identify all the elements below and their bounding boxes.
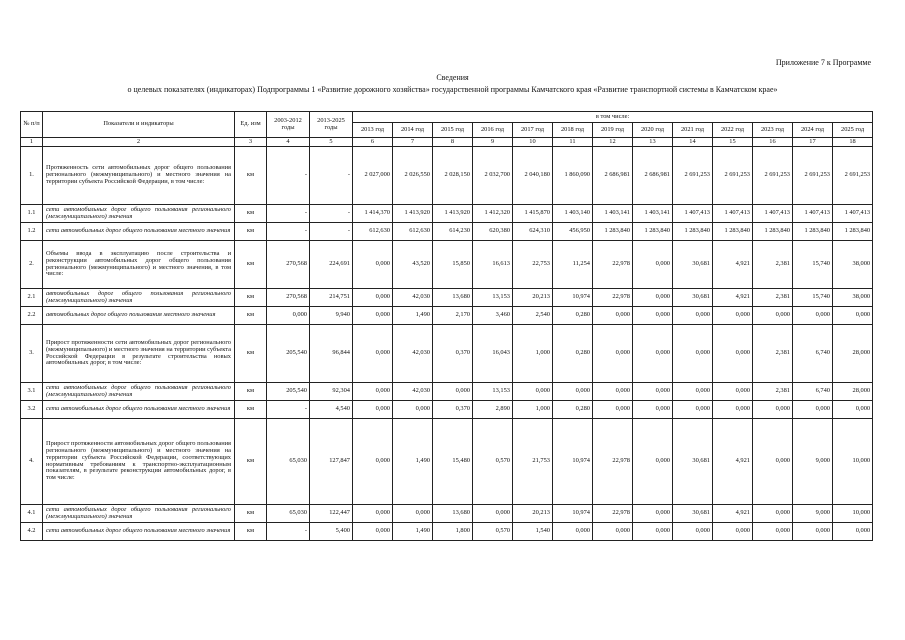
year-value-cell: 0,000 — [753, 401, 793, 419]
year-value-cell: 0,000 — [473, 505, 513, 523]
year-value-cell: 0,000 — [513, 383, 553, 401]
year-value-cell: 0,370 — [433, 401, 473, 419]
period-2003-2012-cell: 270,568 — [267, 241, 310, 289]
indicator-name: Протяженность сети автомобильных дорог общего пользования регионального (межмуниципального) и местного значения на территории субъекта Российской Федерации, в том числе: — [43, 147, 235, 205]
year-value-cell: 0,000 — [673, 307, 713, 325]
table-row — [21, 307, 873, 325]
year-value-cell: 0,000 — [833, 307, 873, 325]
year-value-cell: 0,000 — [353, 307, 393, 325]
year-value-cell: 0,000 — [673, 523, 713, 541]
table-row — [21, 505, 873, 523]
header-period-1: 2003-2012 годы — [267, 112, 310, 138]
unit-cell: км — [235, 307, 267, 325]
year-value-cell: 11,254 — [553, 241, 593, 289]
year-value-cell: 0,000 — [353, 325, 393, 383]
header-unit: Ед. изм — [235, 112, 267, 138]
indicator-name: Прирост протяженности сети автомобильных дорог регионального (межмуниципального) и местного значения на территории субъекта Российской Федерации в результате строительства новых автомобильных дорог, в том числе: — [43, 325, 235, 383]
year-value-cell: 1,000 — [513, 401, 553, 419]
table-row — [21, 223, 873, 241]
year-value-cell: 0,000 — [353, 383, 393, 401]
year-value-cell: 15,850 — [433, 241, 473, 289]
year-value-cell: 1 283,840 — [793, 223, 833, 241]
year-value-cell: 0,000 — [353, 523, 393, 541]
row-number: 2.2 — [21, 307, 43, 325]
period-2013-2025-cell: - — [310, 205, 353, 223]
year-value-cell: 15,740 — [793, 241, 833, 289]
column-number: 18 — [833, 138, 873, 147]
year-value-cell: 2,540 — [513, 307, 553, 325]
year-value-cell: 0,000 — [753, 307, 793, 325]
period-2003-2012-cell: - — [267, 223, 310, 241]
header-year: 2018 год — [553, 123, 593, 138]
year-value-cell: 20,213 — [513, 289, 553, 307]
period-2013-2025-cell: 5,400 — [310, 523, 353, 541]
table-row — [21, 289, 873, 307]
year-value-cell: 10,000 — [833, 419, 873, 505]
year-value-cell: 2 026,550 — [393, 147, 433, 205]
year-value-cell: 15,740 — [793, 289, 833, 307]
year-value-cell: 0,000 — [713, 523, 753, 541]
year-value-cell: 22,978 — [593, 289, 633, 307]
year-value-cell: 2,381 — [753, 289, 793, 307]
year-value-cell: 13,680 — [433, 505, 473, 523]
table-row — [21, 401, 873, 419]
row-number: 1.1 — [21, 205, 43, 223]
year-value-cell: 1 412,320 — [473, 205, 513, 223]
year-value-cell: 4,921 — [713, 241, 753, 289]
year-value-cell: 2 691,253 — [713, 147, 753, 205]
row-number: 3. — [21, 325, 43, 383]
table-row — [21, 241, 873, 289]
indicator-name: сети автомобильных дорог общего пользования регионального (межмуниципального) значения — [43, 205, 235, 223]
year-value-cell: 0,000 — [633, 307, 673, 325]
column-number: 12 — [593, 138, 633, 147]
header-year: 2022 год — [713, 123, 753, 138]
period-2003-2012-cell: 65,030 — [267, 505, 310, 523]
column-number: 14 — [673, 138, 713, 147]
year-value-cell: 0,000 — [833, 523, 873, 541]
year-value-cell: 0,000 — [633, 241, 673, 289]
indicators-table — [20, 111, 873, 541]
year-value-cell: 1 403,141 — [593, 205, 633, 223]
year-value-cell: 0,000 — [633, 325, 673, 383]
column-number: 3 — [235, 138, 267, 147]
year-value-cell: 0,000 — [713, 307, 753, 325]
year-value-cell: 16,043 — [473, 325, 513, 383]
header-year: 2013 год — [353, 123, 393, 138]
unit-cell: км — [235, 223, 267, 241]
year-value-cell: 0,000 — [673, 325, 713, 383]
year-value-cell: 0,000 — [393, 505, 433, 523]
year-value-cell: 0,000 — [633, 289, 673, 307]
year-value-cell: 0,000 — [753, 505, 793, 523]
period-2013-2025-cell: 96,844 — [310, 325, 353, 383]
year-value-cell: 2 028,150 — [433, 147, 473, 205]
year-value-cell: 10,974 — [553, 505, 593, 523]
year-value-cell: 1 403,141 — [633, 205, 673, 223]
year-value-cell: 1,540 — [513, 523, 553, 541]
period-2013-2025-cell: - — [310, 223, 353, 241]
header-year: 2025 год — [833, 123, 873, 138]
year-value-cell: 456,950 — [553, 223, 593, 241]
column-number: 2 — [43, 138, 235, 147]
year-value-cell: 0,570 — [473, 523, 513, 541]
year-value-cell: 0,000 — [353, 505, 393, 523]
period-2003-2012-cell: - — [267, 523, 310, 541]
year-value-cell: 2 691,253 — [673, 147, 713, 205]
year-value-cell: 624,310 — [513, 223, 553, 241]
year-value-cell: 612,630 — [353, 223, 393, 241]
header-year: 2021 год — [673, 123, 713, 138]
year-value-cell: 1 407,413 — [833, 205, 873, 223]
year-value-cell: 1 414,370 — [353, 205, 393, 223]
period-2013-2025-cell: - — [310, 147, 353, 205]
period-2013-2025-cell: 4,540 — [310, 401, 353, 419]
header-year: 2017 год — [513, 123, 553, 138]
unit-cell: км — [235, 289, 267, 307]
year-value-cell: 21,753 — [513, 419, 553, 505]
year-value-cell: 2 040,180 — [513, 147, 553, 205]
year-value-cell: 0,000 — [793, 307, 833, 325]
table-row — [21, 523, 873, 541]
period-2013-2025-cell: 127,847 — [310, 419, 353, 505]
year-value-cell: 0,000 — [753, 523, 793, 541]
unit-cell: км — [235, 241, 267, 289]
year-value-cell: 38,000 — [833, 241, 873, 289]
year-value-cell: 0,000 — [793, 401, 833, 419]
year-value-cell: 22,753 — [513, 241, 553, 289]
year-value-cell: 1 413,920 — [393, 205, 433, 223]
year-value-cell: 1,490 — [393, 523, 433, 541]
year-value-cell: 0,000 — [593, 523, 633, 541]
table-row — [21, 383, 873, 401]
year-value-cell: 1 407,413 — [713, 205, 753, 223]
indicator-name: сети автомобильных дорог общего пользования регионального (межмуниципального) значения — [43, 383, 235, 401]
period-2003-2012-cell: - — [267, 205, 310, 223]
year-value-cell: 0,000 — [593, 307, 633, 325]
column-number: 9 — [473, 138, 513, 147]
year-value-cell: 30,681 — [673, 505, 713, 523]
period-2003-2012-cell: 65,030 — [267, 419, 310, 505]
year-value-cell: 1 283,840 — [593, 223, 633, 241]
year-value-cell: 10,000 — [833, 505, 873, 523]
year-value-cell: 0,000 — [633, 383, 673, 401]
year-value-cell: 2,170 — [433, 307, 473, 325]
year-value-cell: 2,381 — [753, 325, 793, 383]
table-body — [21, 147, 873, 541]
year-value-cell: 0,000 — [393, 401, 433, 419]
table-row — [21, 147, 873, 205]
row-number: 4.2 — [21, 523, 43, 541]
year-value-cell: 6,740 — [793, 383, 833, 401]
year-value-cell: 1,490 — [393, 307, 433, 325]
year-value-cell: 0,000 — [353, 401, 393, 419]
year-value-cell: 0,370 — [433, 325, 473, 383]
year-value-cell: 0,000 — [593, 383, 633, 401]
year-value-cell: 43,520 — [393, 241, 433, 289]
header-year: 2014 год — [393, 123, 433, 138]
row-number: 3.1 — [21, 383, 43, 401]
period-2003-2012-cell: 0,000 — [267, 307, 310, 325]
year-value-cell: 15,480 — [433, 419, 473, 505]
year-value-cell: 0,000 — [673, 401, 713, 419]
header-name: Показатели и индикаторы — [43, 112, 235, 138]
appendix-label: Приложение 7 к Программе — [775, 58, 871, 67]
period-2003-2012-cell: - — [267, 401, 310, 419]
year-value-cell: 1 283,840 — [753, 223, 793, 241]
year-value-cell: 1 283,840 — [833, 223, 873, 241]
year-value-cell: 38,000 — [833, 289, 873, 307]
header-period-2: 2013-2025 годы — [310, 112, 353, 138]
year-value-cell: 22,978 — [593, 241, 633, 289]
year-value-cell: 30,681 — [673, 289, 713, 307]
column-number: 10 — [513, 138, 553, 147]
row-number: 3.2 — [21, 401, 43, 419]
year-value-cell: 0,000 — [793, 523, 833, 541]
year-value-cell: 0,000 — [713, 325, 753, 383]
header-year: 2020 год — [633, 123, 673, 138]
header-year: 2016 год — [473, 123, 513, 138]
year-value-cell: 1 283,840 — [673, 223, 713, 241]
year-value-cell: 2,381 — [753, 383, 793, 401]
column-number: 13 — [633, 138, 673, 147]
year-value-cell: 10,974 — [553, 419, 593, 505]
column-number: 15 — [713, 138, 753, 147]
year-value-cell: 28,000 — [833, 325, 873, 383]
column-number: 7 — [393, 138, 433, 147]
period-2013-2025-cell: 9,940 — [310, 307, 353, 325]
column-number: 11 — [553, 138, 593, 147]
year-value-cell: 0,000 — [553, 523, 593, 541]
indicator-name: автомобильных дорог общего пользования регионального (межмуниципального) значения — [43, 289, 235, 307]
column-number: 4 — [267, 138, 310, 147]
year-value-cell: 0,000 — [593, 401, 633, 419]
indicator-name: сети автомобильных дорог общего пользования местного значения — [43, 223, 235, 241]
period-2013-2025-cell: 122,447 — [310, 505, 353, 523]
year-value-cell: 3,460 — [473, 307, 513, 325]
year-value-cell: 0,000 — [633, 401, 673, 419]
indicator-name: Прирост протяженности автомобильных дорог общего пользования регионального (межмуниципального) и местного значения на территории субъекта Российской Федерации, соответствующих нормативным требованиям к транспортно-эксплуатационным показателям, в результате реконструкции автомобильных дорог, в том числе: — [43, 419, 235, 505]
year-value-cell: 4,921 — [713, 289, 753, 307]
year-value-cell: 0,000 — [593, 325, 633, 383]
period-2013-2025-cell: 224,691 — [310, 241, 353, 289]
indicator-name: автомобильных дорог общего пользования местного значения — [43, 307, 235, 325]
unit-cell: км — [235, 383, 267, 401]
year-value-cell: 0,280 — [553, 325, 593, 383]
header-year: 2015 год — [433, 123, 473, 138]
year-value-cell: 0,570 — [473, 419, 513, 505]
unit-cell: км — [235, 401, 267, 419]
year-value-cell: 1 415,870 — [513, 205, 553, 223]
column-number: 6 — [353, 138, 393, 147]
header-year: 2024 год — [793, 123, 833, 138]
column-number: 17 — [793, 138, 833, 147]
year-value-cell: 0,000 — [433, 383, 473, 401]
year-value-cell: 13,153 — [473, 289, 513, 307]
year-value-cell: 0,000 — [553, 383, 593, 401]
period-2003-2012-cell: 270,568 — [267, 289, 310, 307]
year-value-cell: 28,000 — [833, 383, 873, 401]
year-value-cell: 1,800 — [433, 523, 473, 541]
table-row — [21, 205, 873, 223]
year-value-cell: 1 407,413 — [793, 205, 833, 223]
row-number: 1. — [21, 147, 43, 205]
year-value-cell: 1 407,413 — [673, 205, 713, 223]
year-value-cell: 0,280 — [553, 307, 593, 325]
year-value-cell: 42,030 — [393, 383, 433, 401]
table-row — [21, 325, 873, 383]
year-value-cell: 0,000 — [673, 383, 713, 401]
indicator-name: сети автомобильных дорог общего пользования регионального (межмуниципального) значения — [43, 505, 235, 523]
year-value-cell: 0,000 — [753, 419, 793, 505]
unit-cell: км — [235, 325, 267, 383]
year-value-cell: 16,613 — [473, 241, 513, 289]
year-value-cell: 20,213 — [513, 505, 553, 523]
period-2003-2012-cell: - — [267, 147, 310, 205]
year-value-cell: 2,890 — [473, 401, 513, 419]
column-number-row — [21, 138, 873, 147]
header-year: 2019 год — [593, 123, 633, 138]
indicator-name: Объемы ввода в эксплуатацию после строительства и реконструкции автомобильных дорог общего пользования регионального (межмуниципального) и местного значения, в том числе: — [43, 241, 235, 289]
year-value-cell: 4,921 — [713, 505, 753, 523]
year-value-cell: 2 686,981 — [593, 147, 633, 205]
year-value-cell: 42,030 — [393, 325, 433, 383]
year-value-cell: 620,380 — [473, 223, 513, 241]
document-subtitle: о целевых показателях (индикаторах) Подпрограммы 1 «Развитие дорожного хозяйства» государственной программы Камчатского края «Развитие транспортной системы в Камчатском крае» — [127, 85, 778, 94]
year-value-cell: 0,000 — [353, 419, 393, 505]
row-number: 4. — [21, 419, 43, 505]
year-value-cell: 0,000 — [633, 419, 673, 505]
year-value-cell: 612,630 — [393, 223, 433, 241]
year-value-cell: 0,000 — [633, 523, 673, 541]
unit-cell: км — [235, 147, 267, 205]
period-2003-2012-cell: 205,540 — [267, 383, 310, 401]
column-number: 16 — [753, 138, 793, 147]
year-value-cell: 1 283,840 — [633, 223, 673, 241]
year-value-cell: 2 691,253 — [833, 147, 873, 205]
year-value-cell: 0,000 — [713, 401, 753, 419]
year-value-cell: 1 860,090 — [553, 147, 593, 205]
unit-cell: км — [235, 505, 267, 523]
period-2003-2012-cell: 205,540 — [267, 325, 310, 383]
year-value-cell: 30,681 — [673, 241, 713, 289]
year-value-cell: 1 283,840 — [713, 223, 753, 241]
year-value-cell: 0,280 — [553, 401, 593, 419]
indicator-name: сети автомобильных дорог общего пользования местного значения — [43, 523, 235, 541]
year-value-cell: 4,921 — [713, 419, 753, 505]
year-value-cell: 1 413,920 — [433, 205, 473, 223]
column-number: 1 — [21, 138, 43, 147]
header-num: № п/п — [21, 112, 43, 138]
year-value-cell: 2 686,981 — [633, 147, 673, 205]
year-value-cell: 9,000 — [793, 419, 833, 505]
year-value-cell: 1 403,140 — [553, 205, 593, 223]
row-number: 2.1 — [21, 289, 43, 307]
year-value-cell: 22,978 — [593, 419, 633, 505]
year-value-cell: 614,230 — [433, 223, 473, 241]
unit-cell: км — [235, 205, 267, 223]
year-value-cell: 22,978 — [593, 505, 633, 523]
column-number: 5 — [310, 138, 353, 147]
year-value-cell: 6,740 — [793, 325, 833, 383]
indicator-name: сети автомобильных дорог общего пользования местного значения — [43, 401, 235, 419]
year-value-cell: 2 691,253 — [793, 147, 833, 205]
year-value-cell: 0,000 — [353, 289, 393, 307]
year-value-cell: 2 691,253 — [753, 147, 793, 205]
year-value-cell: 2,381 — [753, 241, 793, 289]
header-row-top — [21, 112, 873, 123]
year-value-cell: 0,000 — [833, 401, 873, 419]
year-value-cell: 2 032,700 — [473, 147, 513, 205]
year-value-cell: 0,000 — [713, 383, 753, 401]
year-value-cell: 2 027,000 — [353, 147, 393, 205]
year-value-cell: 0,000 — [633, 505, 673, 523]
row-number: 1.2 — [21, 223, 43, 241]
year-value-cell: 10,974 — [553, 289, 593, 307]
year-value-cell: 1,000 — [513, 325, 553, 383]
row-number: 4.1 — [21, 505, 43, 523]
row-number: 2. — [21, 241, 43, 289]
period-2013-2025-cell: 92,304 — [310, 383, 353, 401]
year-value-cell: 1,490 — [393, 419, 433, 505]
unit-cell: км — [235, 523, 267, 541]
header-including: в том числе: — [353, 112, 873, 123]
year-value-cell: 1 407,413 — [753, 205, 793, 223]
year-value-cell: 0,000 — [353, 241, 393, 289]
document-title: Сведения — [436, 73, 469, 82]
header-year: 2023 год — [753, 123, 793, 138]
year-value-cell: 42,030 — [393, 289, 433, 307]
unit-cell: км — [235, 419, 267, 505]
table-row — [21, 419, 873, 505]
year-value-cell: 9,000 — [793, 505, 833, 523]
period-2013-2025-cell: 214,751 — [310, 289, 353, 307]
column-number: 8 — [433, 138, 473, 147]
year-value-cell: 13,153 — [473, 383, 513, 401]
year-value-cell: 13,680 — [433, 289, 473, 307]
year-value-cell: 30,681 — [673, 419, 713, 505]
